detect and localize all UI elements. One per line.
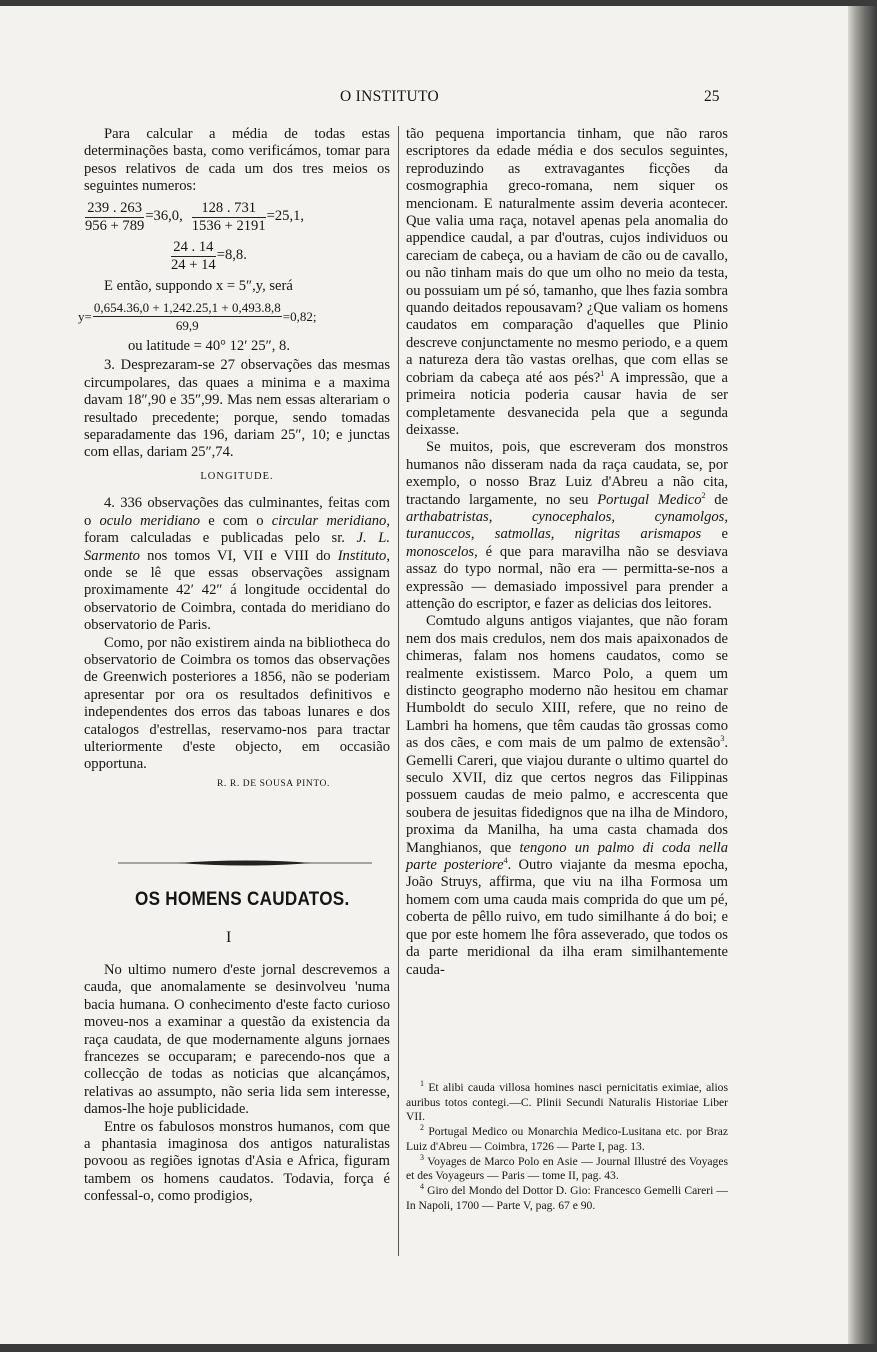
fraction — [85, 200, 144, 235]
left-column — [78, 126, 390, 793]
equation-3 — [78, 299, 390, 334]
running-title: O INSTITUTO — [340, 88, 440, 105]
footnote: $^3$ Voyages de Marco Polo en Asie — Journal Illustré des Voyages et des Voyageurs — Paris — tome II, pag. 43. — [406, 1152, 728, 1183]
numerator: 0,654.36,0 + 1,242.25,1 + 0,493.8,8 — [93, 300, 281, 316]
fraction — [171, 239, 216, 274]
paragraph: tão pequena importancia tinham, que não raros escriptores da edade média e dos seculos seguintes, reproduzindo as extravagantes ficções da cosmographia greco-romana, nem siquer os mencionam. E naturalmente assim deveria acontecer. Que valia uma raça, notavel apenas pela anomalia do appendice caudal, a par d'outras, cujos individuos ou careciam de cabeça, ou a haviam de cão ou de cavallo, ou não tinham mais do que um olho no meio da testa, ou possuiam um pé só, tamanho, que lhes fazia sombra quando deitados repousavam? ¿Que valiam os homens caudatos em comparação d'aquelles que Plinio descreve conjunctamente no mesmo periodo, e a quem a natureza dera tão vastas orelhas, que com ellas se cobriam da cabeça até aos pés?$^1$ A impressão, que a primeira noticia poderia causar havia de ser completamente desvanecida pela que a segunda deixasse. — [406, 126, 728, 438]
denominator: 24 + 14 — [171, 256, 216, 273]
paragraph: No ultimo numero d'este jornal descrevemos a cauda, que anomalamente se desinvolveu 'numa bacia humana. O conhecimento d'este facto curioso moveu-nos a examinar a questão da existencia da raça caudata, de que modernamente alguns jornaes francezes se occuparam; e parecendo-nos que a collecção de todas as noticias que alcançámos, relativas ao assumpto, não seria lida sem interesse, damos-lhe hoje publicidade. — [84, 962, 390, 1118]
numerator: 24 . 14 — [171, 239, 216, 257]
latitude-result: ou latitude = 40° 12′ 25″, 8. — [128, 338, 290, 355]
equation-result: =0,82; — [282, 308, 317, 324]
article-body-left — [84, 962, 390, 1206]
fraction — [93, 299, 282, 334]
equation-result: =36,0, — [145, 208, 183, 225]
paragraph: 4. 336 observações das culminantes, feitas com o oculo meridiano e com o circular meridiano, foram calculadas e publicadas pelo sr. J. L. Sarmento nos tomos VI, VII e VIII do Instituto, onde se lê que essas observações assignam proximamente 42′ 42″ á longitude occidental do observatorio de Coimbra, contada do meridiano do observatorio de Paris. — [84, 495, 390, 634]
equation-lhs: y= — [78, 308, 92, 324]
section-heading: LONGITUDE. — [200, 470, 274, 482]
denominator: 69,9 — [175, 318, 199, 334]
article-title: OS HOMENS CAUDATOS. — [135, 889, 350, 910]
numerator: 239 . 263 — [85, 200, 144, 218]
paragraph: Para calcular a média de todas estas determinações basta, como verificámos, tomar para pesos relativos de cada um dos tres meios os seguintes numeros: — [84, 126, 390, 195]
equation-1 — [84, 200, 390, 235]
paragraph: 3. Desprezaram-se 27 observações das mesmas circumpolares, das quaes a minima e a maxima davam 18″,90 e 35″,99. Mas nem essas alterariam o resultado precedente; porque, sendo tomadas separadamente das 196, dariam 25″, 10; e junctas com ellas, dariam 25″,74. — [84, 357, 390, 461]
paragraph: Como, por não existirem ainda na bibliotheca do observatorio de Coimbra os tomos das observações de Greenwich posteriores a 1856, não se poderiam apresentar por ora os resultados definitivos e independentes dos erros das taboas lunares e dos catalogos d'estrellas, reservamo-nos para tractar ulteriormente d'este objecto, em occasião opportuna. — [84, 634, 390, 773]
paragraph: Comtudo alguns antigos viajantes, que não foram nem dos mais credulos, nem dos mais apaixonados de chimeras, falam nos homens caudatos, como se realmente existissem. Marco Polo, a quem um distincto geographo moderno não hesitou em chamar Humboldt do seculo XIII, refere, que no reino de Lambri ha homens, que têm caudas tão grossas como as dos cães, e com mais de um palmo de extensão$^3$. Gemelli Careri, que viajou durante o ultimo quartel do seculo XVII, diz que certos negros das Filippinas possuem caudas de meio palmo, e accrescenta que soubera de jesuitas fidedignos que na ilha de Mindoro, proxima da Manilha, ha uma casta chamada dos Manghianos, que tengono un palmo di coda nella parte posteriore$^4$. Outro viajante da mesma epocha, João Struys, affirma, que viu na ilha Formosa um homem com uma cauda mais comprida do que um pé, coberta de pêllo ruivo, em tudo similhante á do boi; e que por este homem lhe fôra asseverado, que todos os da parte meridional da ilha eram similhantemente cauda- — [406, 613, 729, 978]
footnote: $^2$ Portugal Medico ou Monarchia Medico-Lusitana etc. por Braz Luiz d'Abreu — Coimbra, 1726 — Parte I, pag. 13. — [406, 1123, 728, 1153]
equation-result: =25,1, — [266, 208, 305, 225]
paragraph: Se muitos, pois, que escreveram dos monstros humanos não disseram nada da raça caudata, se, por exemplo, o nosso Braz Luiz d'Abreu a não cita, tractando largamente, no seu Portugal Medico$^2$ de arthabatristas, cynocephalos, cynamolgos, turanuccos, satmollas, nigritas arismapos e monoscelos, é que para maravilha não se desviava assaz do typo normal, não era — permitta-se-nos a expressão — demasiado impossivel para prender a attenção do escriptor, e fazer as delicias dos leitores. — [406, 439, 728, 612]
denominator: 1536 + 2191 — [191, 217, 266, 234]
fraction — [192, 200, 266, 235]
paragraph: E então, suppondo x = 5″,y, será — [104, 277, 293, 294]
section-number: I — [226, 929, 232, 946]
author-signature: R. R. DE SOUSA PINTO. — [217, 778, 330, 789]
page-number: 25 — [704, 88, 720, 105]
paragraph: Entre os fabulosos monstros humanos, com que a phantasia imaginosa dos antigos naturalistas povoou as regiões ignotas d'Asia e Africa, figuram tambem os homens caudatos. Todavia, força é confessal-o, como prodigios, — [84, 1118, 390, 1205]
ornamental-rule — [118, 858, 372, 868]
equation-2 — [170, 239, 390, 274]
right-column — [406, 126, 728, 979]
footnote: $^4$ Giro del Mondo del Dottor D. Gio: Francesco Gemelli Careri — In Napoli, 1700 — Parte V, pag. 67 e 90. — [406, 1182, 728, 1212]
footnotes — [406, 1081, 728, 1213]
equation-result: =8,8. — [216, 247, 247, 264]
column-divider — [398, 126, 399, 1256]
book-edge — [848, 6, 877, 1344]
numerator: 128 . 731 — [192, 200, 266, 218]
footnote: $^1$ Et alibi cauda villosa homines nasci pernicitatis eximiae, alios auribus totos contegi.—C. Plinii Secundi Naturalis Historiae Liber VII. — [406, 1079, 728, 1124]
denominator: 956 + 789 — [85, 217, 145, 234]
